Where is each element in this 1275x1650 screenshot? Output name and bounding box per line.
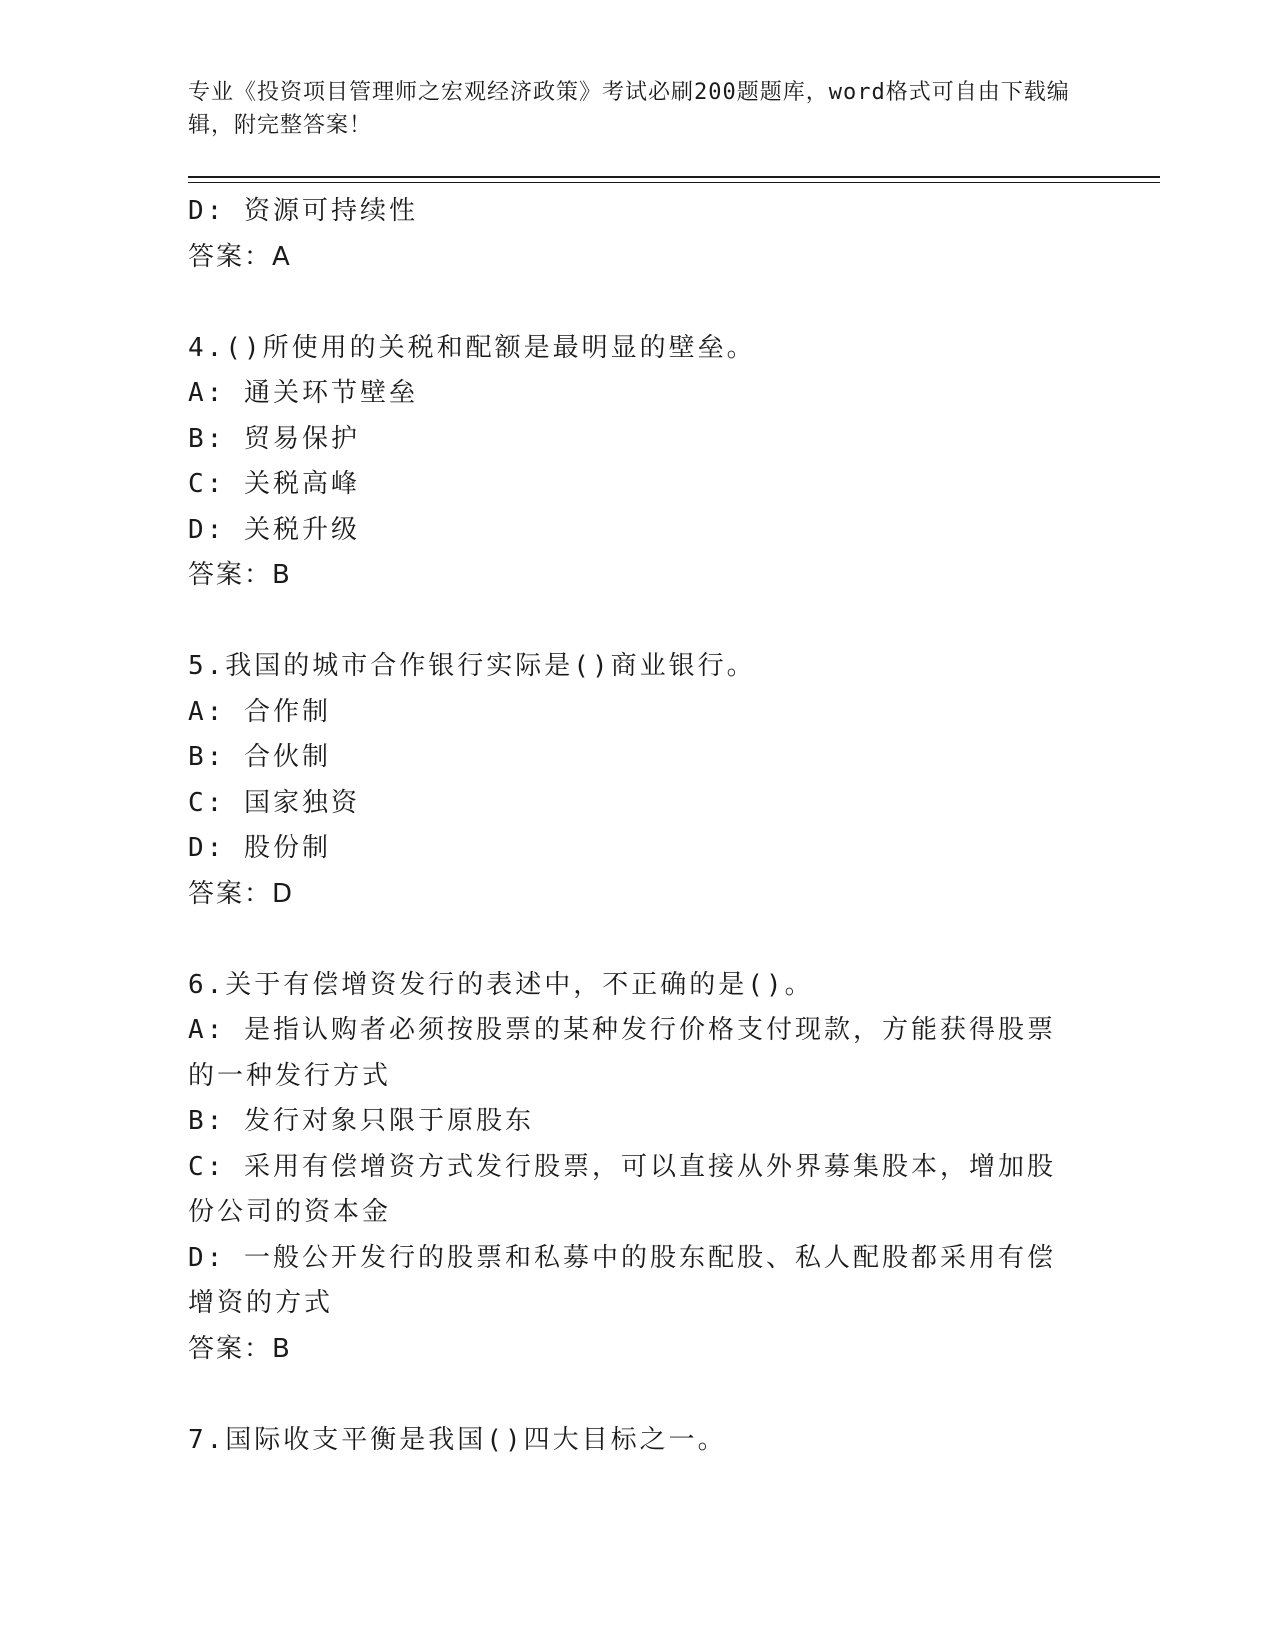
question-stem: 7.国际收支平衡是我国()四大目标之一。 (188, 1424, 727, 1455)
question-stem: 6.关于有偿增资发行的表述中，不正确的是()。 (188, 969, 814, 1000)
answer: 答案：D (188, 878, 295, 909)
answer: 答案：B (188, 560, 292, 590)
header-divider-thick (188, 176, 1160, 178)
option-b: B: 合伙制 (188, 742, 331, 772)
question-5 (188, 644, 1078, 917)
question-list (188, 189, 1078, 1463)
answer: 答案：B (188, 1333, 292, 1364)
option-a: A: 合作制 (188, 696, 331, 727)
option-d: D: 资源可持续性 (188, 196, 418, 226)
question-7 (188, 1418, 1078, 1464)
option-a: A: 是指认购者必须按股票的某种发行价格支付现款，方能获得股票的一种发行方式 (188, 1015, 1056, 1091)
option-d: D: 关税升级 (188, 514, 360, 545)
question-6 (188, 963, 1078, 1373)
option-a: A: 通关环节壁垒 (188, 378, 418, 408)
header-text: 专业《投资项目管理师之宏观经济政策》考试必刷200题题库，word格式可自由下载编辑，附完整答案！ (188, 80, 1070, 138)
option-c: C: 采用有偿增资方式发行股票，可以直接从外界募集股本，增加股份公司的资本金 (188, 1151, 1056, 1227)
header-divider-thin (188, 182, 1160, 183)
spacer (188, 917, 1078, 963)
option-d: D: 一般公开发行的股票和私募中的股东配股、私人配股都采用有偿增资的方式 (188, 1242, 1056, 1318)
question-4 (188, 326, 1078, 599)
option-b: B: 发行对象只限于原股东 (188, 1106, 534, 1136)
option-c: C: 国家独资 (188, 787, 360, 818)
option-d: D: 股份制 (188, 833, 331, 863)
option-c: C: 关税高峰 (188, 469, 360, 499)
spacer (188, 280, 1078, 326)
document-header (188, 76, 1088, 142)
question-stem: 4.()所使用的关税和配额是最明显的壁垒。 (188, 332, 756, 363)
option-b: B: 贸易保护 (188, 423, 360, 454)
spacer (188, 1372, 1078, 1418)
spacer (188, 599, 1078, 645)
answer: 答案：A (188, 241, 292, 272)
question-3-tail (188, 189, 1078, 280)
question-stem: 5.我国的城市合作银行实际是()商业银行。 (188, 651, 756, 681)
